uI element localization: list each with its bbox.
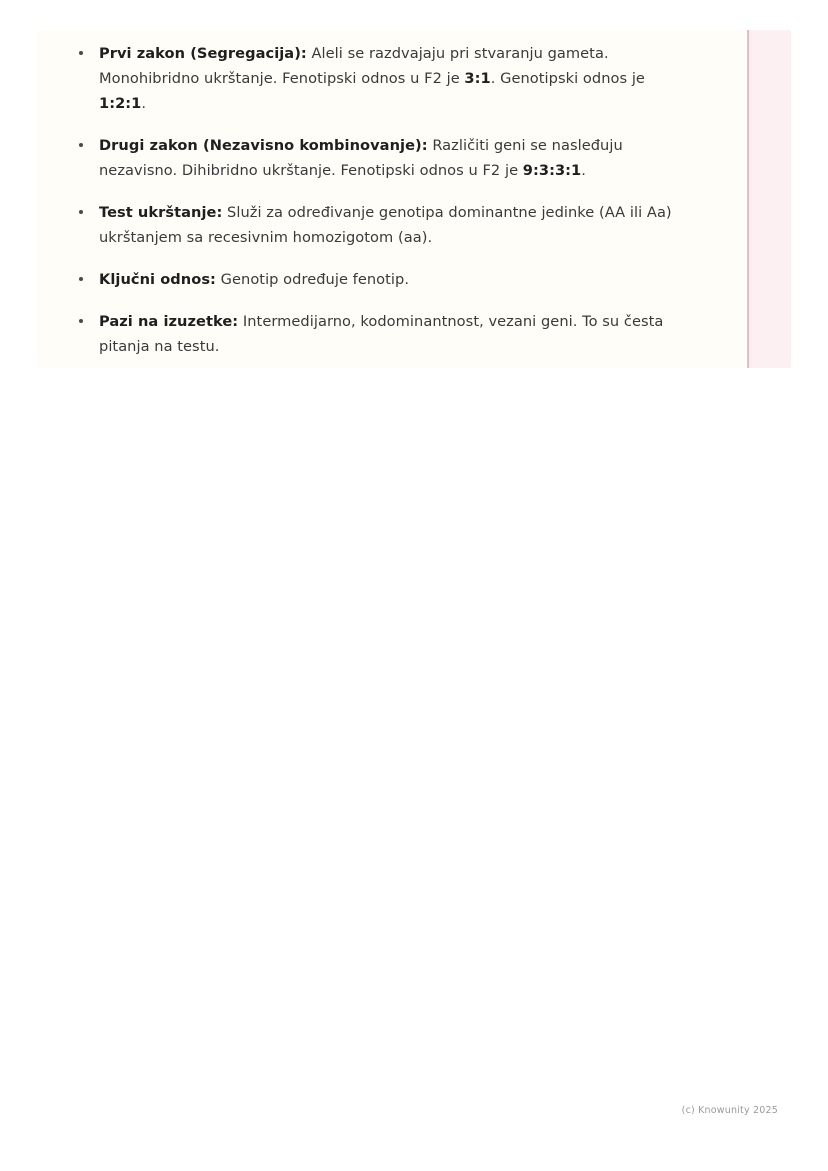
bullet-dot-icon	[79, 51, 83, 55]
footer-credit: (c) Knowunity 2025	[681, 1105, 778, 1116]
list-item	[72, 41, 692, 116]
bullet-dot-icon	[79, 143, 83, 147]
list-item-text: Služi za određivanje genotipa dominantne jedinke (AA ili Aa) ukrštanjem sa recesivnim homozigotom (aa).	[99, 204, 672, 246]
list-item	[72, 309, 692, 359]
list-item-lead: Prvi zakon (Segregacija):	[99, 45, 307, 62]
bullet-dot-icon	[79, 210, 83, 214]
list-item-emphasis: 3:1	[464, 70, 491, 87]
list-item-text: Intermedijarno, kodominantnost, vezani geni. To su česta pitanja na testu.	[99, 313, 664, 355]
bullet-dot-icon	[79, 319, 83, 323]
list-item-lead: Pazi na izuzetke:	[99, 313, 239, 330]
bullet-dot-icon	[79, 277, 83, 281]
list-item-text: Aleli se razdvajaju pri stvaranju gameta. Monohibridno ukrštanje. Fenotipski odnos u F2 je	[99, 45, 609, 87]
list-item-emphasis: 1:2:1	[99, 95, 142, 112]
list-item	[72, 200, 692, 250]
list-item-lead: Drugi zakon (Nezavisno kombinovanje):	[99, 137, 428, 154]
list-item	[72, 133, 692, 183]
list-item-lead: Ključni odnos:	[99, 271, 216, 288]
list-item	[72, 267, 692, 292]
list-item-text: .	[581, 162, 586, 179]
content-card	[37, 30, 791, 368]
list-item-text: Različiti geni se nasleđuju nezavisno. Dihibridno ukrštanje. Fenotipski odnos u F2 je	[99, 137, 623, 179]
list-item-text: . Genotipski odnos je	[490, 70, 645, 87]
accent-stripe	[749, 30, 791, 368]
bullet-list	[72, 41, 692, 359]
list-item-lead: Test ukrštanje:	[99, 204, 223, 221]
accent-stripe-line	[747, 30, 749, 368]
list-item-emphasis: 9:3:3:1	[522, 162, 582, 179]
list-item-text: Genotip određuje fenotip.	[215, 271, 410, 288]
list-item-text: .	[141, 95, 147, 112]
